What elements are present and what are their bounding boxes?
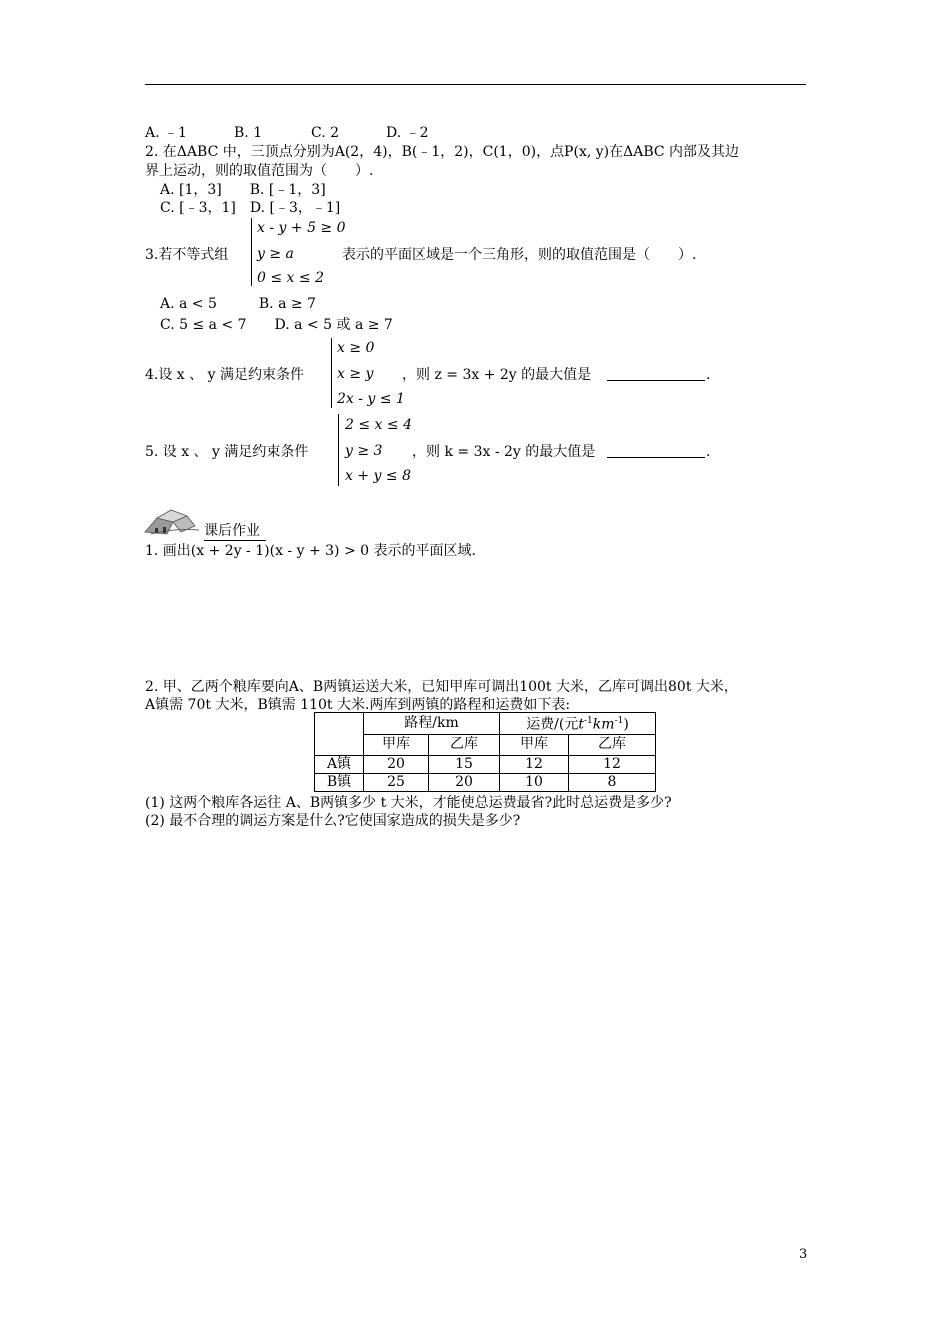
homework-q2-sub1: (1) 这两个粮库各运往 A、B两镇多少 t 大米，才能使总运费最省?此时总运费是多少? [145,795,672,811]
q3-options-cd: C. 5 ≤ a < 7 D. a < 5 或 a ≥ 7 [160,317,393,333]
q4-ineq-2: x ≥ y [337,366,374,382]
table-row [315,755,656,773]
table-cell: 8 [569,773,656,791]
homework-q2-line1: 2. 甲、乙两个粮库要向A、B两镇运送大米，已知甲库可调出100t 大米，乙库可调出80t 大米， [145,679,738,695]
table-subheader-row [315,734,656,755]
homework-q2-sub2: (2) 最不合理的调运方案是什么?它使国家造成的损失是多少? [145,813,521,829]
table-cell: 20 [429,773,500,791]
q4-brace [331,338,332,408]
subheader-cell: 乙库 [429,734,500,755]
table-cell: 25 [364,773,429,791]
q3-suffix: 表示的平面区域是一个三角形，则的取值范围是（ ）. [342,247,697,263]
table-corner [315,713,364,756]
q5-ineq-2: y ≥ 3 [345,443,383,459]
book-icon [143,508,203,538]
q4-ineq-3: 2x - y ≤ 1 [337,391,405,407]
table-cell: 12 [500,755,569,773]
subheader-cell: 甲库 [500,734,569,755]
homework-title: 课后作业 [204,522,266,541]
q3-ineq-3: 0 ≤ x ≤ 2 [257,270,324,286]
q3-brace [251,218,252,286]
q5-ineq-1: 2 ≤ x ≤ 4 [345,417,412,433]
page-number: 3 [799,1247,808,1262]
subheader-cell: 乙库 [569,734,656,755]
q4-suffix: ，则 z = 3x + 2y 的最大值是 [402,367,592,383]
homework-q1: 1. 画出(x + 2y - 1)(x - y + 3) > 0 表示的平面区域. [145,543,476,559]
q2-line1: 2. 在ΔABC 中，三顶点分别为A(2，4)，B(﹣1，2)，C(1，0)，点P(x, y)在ΔABC 内部及其边 [145,144,740,160]
q3-ineq-1: x - y + 5 ≥ 0 [257,220,346,236]
table-header-row [315,713,656,735]
header-cost: 运费/(元$t^{-1}km^{-1}$) [500,713,656,735]
q3-options-ab: A. a < 5 B. a ≥ 7 [160,296,316,312]
q2-options-ab: A. [1，3] B. [﹣1，3] [160,182,326,198]
q5-prefix: 5. 设 x 、 y 满足约束条件 [145,444,309,460]
q1-option-b: B. 1 [234,125,263,141]
row-label: A镇 [315,755,364,773]
row-label: B镇 [315,773,364,791]
homework-q2-line2: A镇需 70t 大米，B镇需 110t 大米.两库到两镇的路程和运费如下表: [145,697,571,713]
subheader-cell: 甲库 [364,734,429,755]
q5-ineq-3: x + y ≤ 8 [345,468,411,484]
q1-option-a: A. ﹣1 [145,125,187,141]
q4-prefix: 4.设 x 、 y 满足约束条件 [145,367,304,383]
table-row [315,773,656,791]
table-cell: 15 [429,755,500,773]
top-rule [145,84,806,85]
q1-option-d: D. ﹣2 [386,125,429,141]
q2-line2: 界上运动，则的取值范围为（ ）. [145,163,374,179]
table-cell: 12 [569,755,656,773]
cost-table [314,712,656,792]
header-distance: 路程/km [364,713,500,735]
q1-option-c: C. 2 [311,125,340,141]
q4-ineq-1: x ≥ 0 [337,340,375,356]
q5-suffix: ，则 k = 3x - 2y 的最大值是 [412,444,596,460]
table-cell: 20 [364,755,429,773]
q5-answer-blank [607,443,705,463]
q3-prefix: 3.若不等式组 [145,247,229,263]
q2-options-cd: C. [﹣3，1] D. [﹣3，﹣1] [160,200,341,216]
q3-ineq-2: y ≥ a [257,246,294,262]
q4-end: . [706,367,711,383]
q5-brace [338,414,339,486]
q5-end: . [706,444,711,460]
table-cell: 10 [500,773,569,791]
q4-answer-blank [607,366,705,386]
